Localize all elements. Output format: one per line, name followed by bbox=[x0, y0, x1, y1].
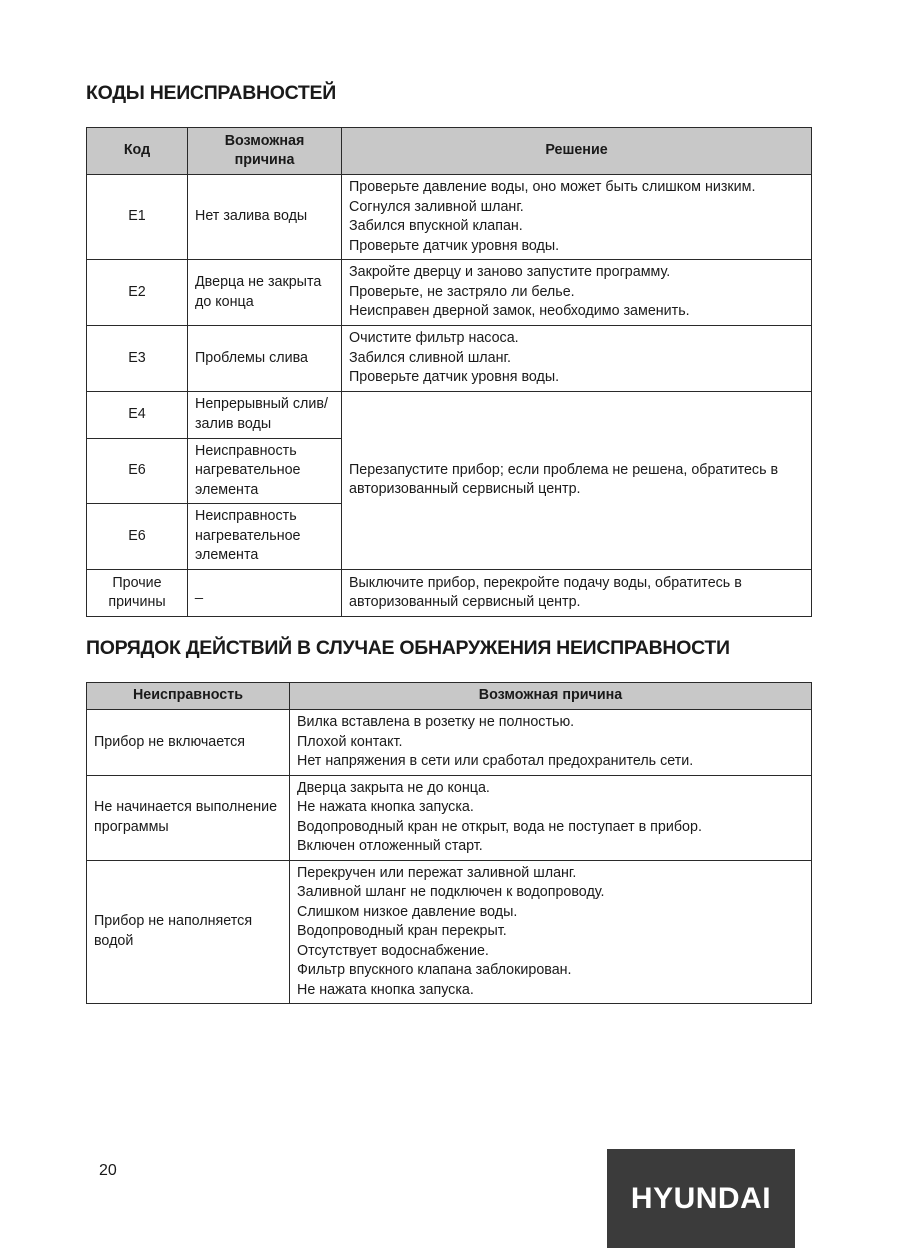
brand-logo bbox=[607, 1149, 795, 1248]
cause-cell: Неисправность нагревательное элемента bbox=[188, 504, 342, 570]
cause-line: Отсутствует водоснабжение. bbox=[297, 942, 489, 959]
fault-cell: Прибор не включается bbox=[87, 710, 290, 776]
cause-line: Водопроводный кран не открыт, вода не поступает в прибор. bbox=[297, 818, 702, 835]
solution-line: Неисправен дверной замок, необходимо заменить. bbox=[349, 303, 690, 320]
solution-line: Проверьте датчик уровня воды. bbox=[349, 237, 560, 254]
cause-line: Не нажата кнопка запуска. bbox=[297, 981, 474, 998]
solution-line: Очистите фильтр насоса. bbox=[349, 330, 519, 346]
cause-line: Включен отложенный старт. bbox=[297, 838, 483, 854]
cause-line: Заливной шланг не подключен к водопроводу. bbox=[297, 884, 605, 900]
table-header-row bbox=[87, 683, 812, 710]
table-row bbox=[87, 175, 812, 260]
header-cause: Возможная причина bbox=[290, 683, 812, 710]
header-code: Код bbox=[87, 128, 188, 175]
cause-cell: Непрерывный слив/залив воды bbox=[188, 391, 342, 438]
solution-line: Проверьте, не застряло ли белье. bbox=[349, 283, 575, 300]
causes-cell bbox=[290, 775, 812, 860]
table-row bbox=[87, 260, 812, 326]
fault-cell: Не начинается выполнение программы bbox=[87, 775, 290, 860]
cause-line: Плохой контакт. bbox=[297, 733, 403, 750]
cause-line: Водопроводный кран перекрыт. bbox=[297, 923, 507, 939]
solution-line: Проверьте датчик уровня воды. bbox=[349, 369, 560, 385]
table-row bbox=[87, 775, 812, 860]
header-cause: Возможная причина bbox=[188, 128, 342, 175]
table-header-row bbox=[87, 128, 812, 175]
cause-line: Перекручен или пережат заливной шланг. bbox=[297, 864, 577, 881]
code-cell: E6 bbox=[87, 504, 188, 570]
header-solution: Решение bbox=[342, 128, 812, 175]
solution-line: Забился впускной клапан. bbox=[349, 218, 523, 234]
fault-cell: Прибор не наполняется водой bbox=[87, 860, 290, 1004]
code-cell: E2 bbox=[87, 260, 188, 326]
section-title-troubleshooting: ПОРЯДОК ДЕЙСТВИЙ В СЛУЧАЕ ОБНАРУЖЕНИЯ НЕИСПРАВНОСТИ bbox=[86, 637, 730, 659]
solution-line: Согнулся заливной шланг. bbox=[349, 198, 524, 215]
cause-line: Слишком низкое давление воды. bbox=[297, 903, 518, 920]
section-title-error-codes: КОДЫ НЕИСПРАВНОСТЕЙ bbox=[86, 82, 336, 104]
cause-line: Вилка вставлена в розетку не полностью. bbox=[297, 714, 575, 730]
cause-cell: Неисправность нагревательное элемента bbox=[188, 438, 342, 504]
causes-cell bbox=[290, 710, 812, 776]
code-cell: E4 bbox=[87, 391, 188, 438]
page-number: 20 bbox=[99, 1162, 117, 1179]
code-cell: E1 bbox=[87, 175, 188, 260]
solution-cell bbox=[342, 175, 812, 260]
code-cell: Прочие причины bbox=[87, 570, 188, 617]
solution-cell bbox=[342, 260, 812, 326]
causes-cell bbox=[290, 860, 812, 1004]
header-fault: Неисправность bbox=[87, 683, 290, 710]
solution-line: Проверьте давление воды, оно может быть слишком низким. bbox=[349, 179, 756, 195]
brand-logo-text: HYUNDAI bbox=[630, 1181, 772, 1215]
cause-cell: Нет залива воды bbox=[188, 175, 342, 260]
cause-line: Дверца закрыта не до конца. bbox=[297, 779, 490, 796]
code-cell: E6 bbox=[87, 438, 188, 504]
cause-line: Фильтр впускного клапана заблокирован. bbox=[297, 962, 572, 978]
table-row bbox=[87, 326, 812, 392]
solution-line: Закройте дверцу и заново запустите программу. bbox=[349, 264, 671, 281]
shared-solution-cell: Перезапустите прибор; если проблема не решена, обратитесь в авторизованный сервисный центр. bbox=[342, 391, 812, 570]
cause-line: Нет напряжения в сети или сработал предохранитель сети. bbox=[297, 753, 694, 769]
cause-line: Не нажата кнопка запуска. bbox=[297, 799, 474, 815]
troubleshooting-table bbox=[86, 682, 812, 1004]
error-codes-table bbox=[86, 127, 812, 617]
cause-cell: _ bbox=[188, 570, 342, 617]
table-row bbox=[87, 391, 812, 438]
table-row bbox=[87, 860, 812, 1004]
solution-line: Забился сливной шланг. bbox=[349, 349, 511, 366]
solution-cell: Выключите прибор, перекройте подачу воды, обратитесь в авторизованный сервисный центр. bbox=[342, 570, 812, 617]
solution-cell bbox=[342, 326, 812, 392]
table-row bbox=[87, 710, 812, 776]
table-row bbox=[87, 570, 812, 617]
code-cell: E3 bbox=[87, 326, 188, 392]
cause-cell: Дверца не закрыта до конца bbox=[188, 260, 342, 326]
cause-cell: Проблемы слива bbox=[188, 326, 342, 392]
